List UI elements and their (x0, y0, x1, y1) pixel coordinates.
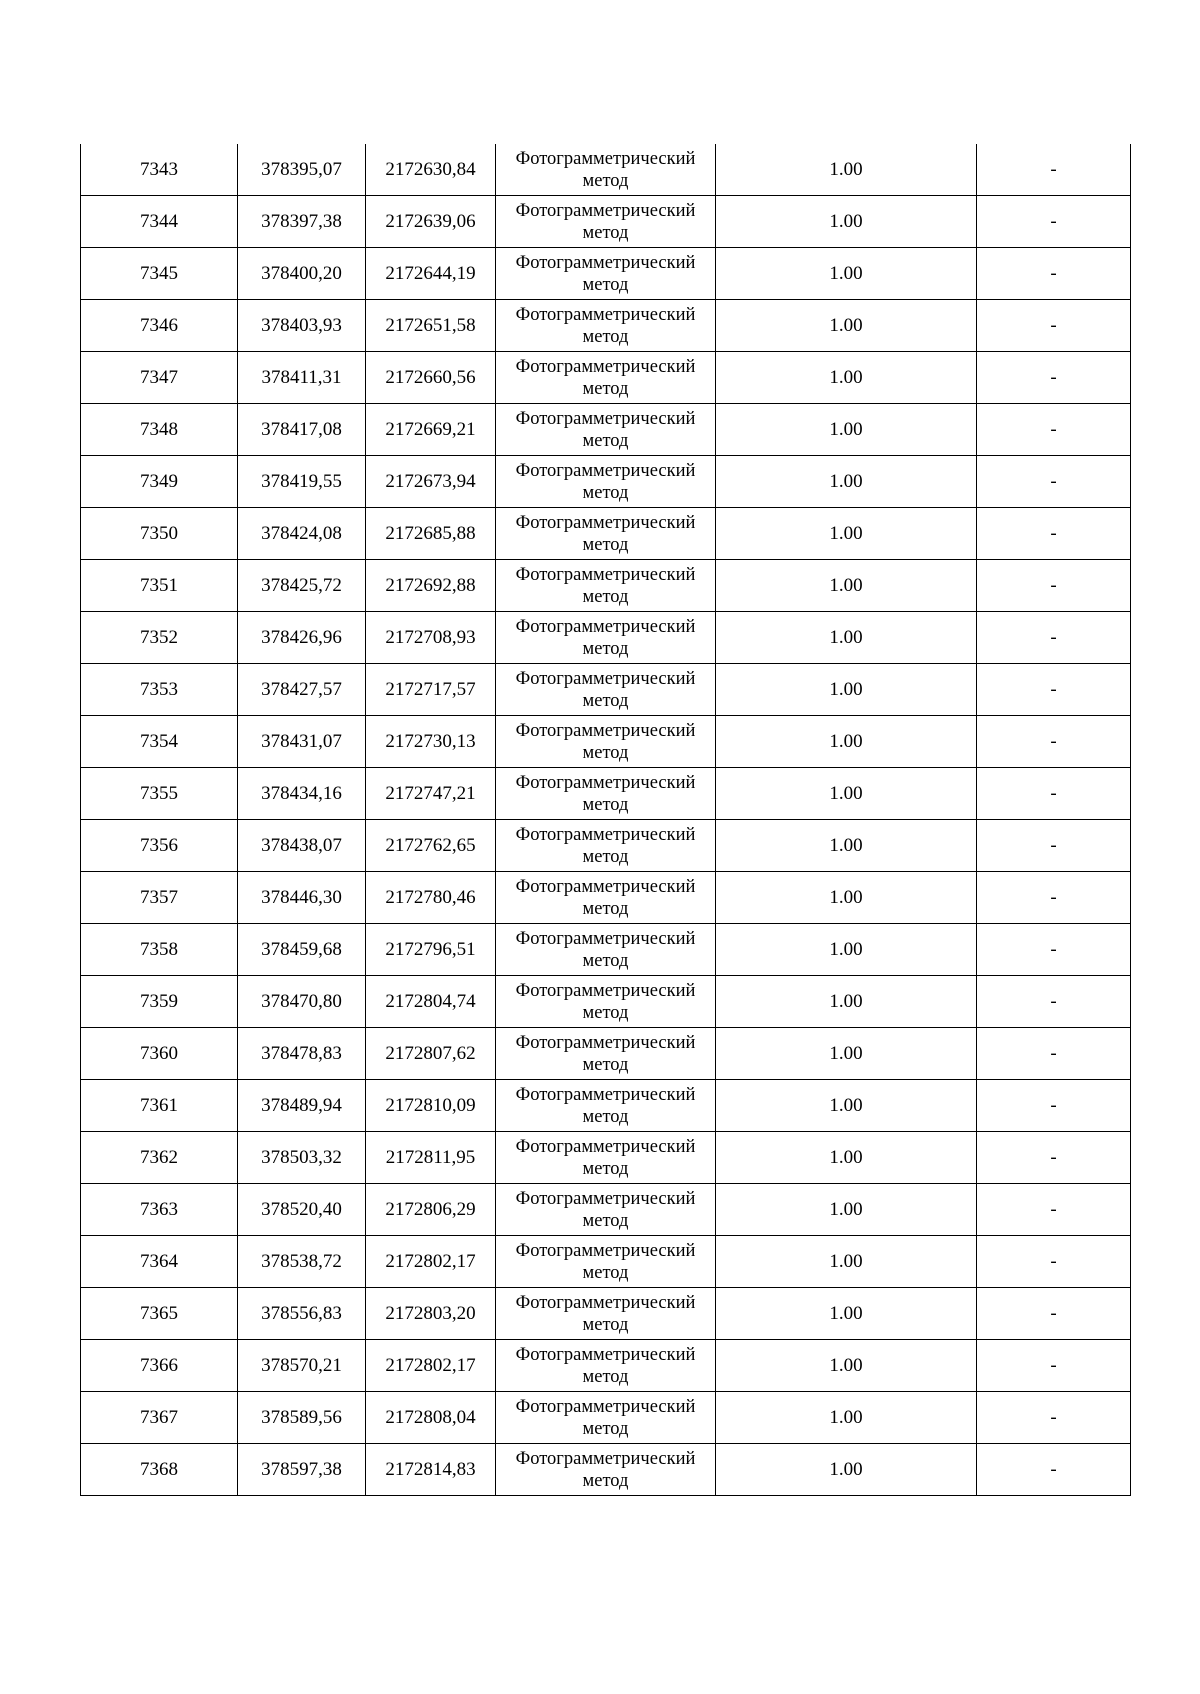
coordinates-table (80, 144, 1131, 1496)
table-row (81, 456, 1131, 508)
note-cell: - (977, 248, 1131, 300)
accuracy-cell: 1.00 (716, 664, 977, 716)
table-row (81, 768, 1131, 820)
method-text: Фотограмметрический метод (515, 512, 696, 555)
y-coordinate-cell: 2172808,04 (366, 1392, 496, 1444)
method-text: Фотограмметрический метод (515, 824, 696, 867)
y-coordinate-cell: 2172747,21 (366, 768, 496, 820)
note-cell: - (977, 612, 1131, 664)
table-row (81, 820, 1131, 872)
y-coordinate-cell: 2172644,19 (366, 248, 496, 300)
method-text: Фотограмметрический метод (515, 1448, 696, 1491)
method-text: Фотограмметрический метод (515, 148, 696, 191)
method-text: Фотограмметрический метод (515, 1188, 696, 1231)
point-number-cell: 7366 (81, 1340, 238, 1392)
note-cell: - (977, 456, 1131, 508)
accuracy-cell: 1.00 (716, 612, 977, 664)
note-cell: - (977, 560, 1131, 612)
method-cell (496, 508, 716, 560)
x-coordinate-cell: 378427,57 (238, 664, 366, 716)
accuracy-cell: 1.00 (716, 300, 977, 352)
y-coordinate-cell: 2172708,93 (366, 612, 496, 664)
x-coordinate-cell: 378419,55 (238, 456, 366, 508)
method-text: Фотограмметрический метод (515, 772, 696, 815)
method-cell (496, 924, 716, 976)
note-cell: - (977, 1080, 1131, 1132)
table-row (81, 196, 1131, 248)
table-row (81, 716, 1131, 768)
table-row (81, 144, 1131, 196)
point-number-cell: 7349 (81, 456, 238, 508)
method-text: Фотограмметрический метод (515, 1292, 696, 1335)
y-coordinate-cell: 2172639,06 (366, 196, 496, 248)
method-text: Фотограмметрический метод (515, 304, 696, 347)
table-row (81, 612, 1131, 664)
point-number-cell: 7347 (81, 352, 238, 404)
note-cell: - (977, 716, 1131, 768)
table-row (81, 1236, 1131, 1288)
accuracy-cell: 1.00 (716, 560, 977, 612)
method-cell (496, 352, 716, 404)
note-cell: - (977, 1184, 1131, 1236)
table-row (81, 924, 1131, 976)
accuracy-cell: 1.00 (716, 716, 977, 768)
table-row (81, 352, 1131, 404)
note-cell: - (977, 768, 1131, 820)
table-row (81, 404, 1131, 456)
x-coordinate-cell: 378417,08 (238, 404, 366, 456)
x-coordinate-cell: 378489,94 (238, 1080, 366, 1132)
point-number-cell: 7368 (81, 1444, 238, 1496)
method-cell (496, 1080, 716, 1132)
accuracy-cell: 1.00 (716, 820, 977, 872)
table-row (81, 1184, 1131, 1236)
table-row (81, 664, 1131, 716)
note-cell: - (977, 1392, 1131, 1444)
method-cell (496, 820, 716, 872)
point-number-cell: 7348 (81, 404, 238, 456)
accuracy-cell: 1.00 (716, 144, 977, 196)
point-number-cell: 7356 (81, 820, 238, 872)
point-number-cell: 7359 (81, 976, 238, 1028)
method-cell (496, 976, 716, 1028)
point-number-cell: 7363 (81, 1184, 238, 1236)
y-coordinate-cell: 2172685,88 (366, 508, 496, 560)
accuracy-cell: 1.00 (716, 1392, 977, 1444)
x-coordinate-cell: 378597,38 (238, 1444, 366, 1496)
y-coordinate-cell: 2172796,51 (366, 924, 496, 976)
point-number-cell: 7351 (81, 560, 238, 612)
y-coordinate-cell: 2172806,29 (366, 1184, 496, 1236)
y-coordinate-cell: 2172692,88 (366, 560, 496, 612)
table-row (81, 508, 1131, 560)
x-coordinate-cell: 378470,80 (238, 976, 366, 1028)
note-cell: - (977, 1444, 1131, 1496)
x-coordinate-cell: 378520,40 (238, 1184, 366, 1236)
point-number-cell: 7358 (81, 924, 238, 976)
accuracy-cell: 1.00 (716, 1236, 977, 1288)
method-text: Фотограмметрический метод (515, 876, 696, 919)
point-number-cell: 7357 (81, 872, 238, 924)
method-cell (496, 1392, 716, 1444)
y-coordinate-cell: 2172802,17 (366, 1236, 496, 1288)
accuracy-cell: 1.00 (716, 924, 977, 976)
coordinates-table-body (81, 144, 1131, 1496)
accuracy-cell: 1.00 (716, 872, 977, 924)
method-cell (496, 1236, 716, 1288)
x-coordinate-cell: 378400,20 (238, 248, 366, 300)
method-text: Фотограмметрический метод (515, 1032, 696, 1075)
method-text: Фотограмметрический метод (515, 1344, 696, 1387)
accuracy-cell: 1.00 (716, 508, 977, 560)
x-coordinate-cell: 378459,68 (238, 924, 366, 976)
point-number-cell: 7350 (81, 508, 238, 560)
accuracy-cell: 1.00 (716, 1132, 977, 1184)
accuracy-cell: 1.00 (716, 352, 977, 404)
method-text: Фотограмметрический метод (515, 252, 696, 295)
y-coordinate-cell: 2172762,65 (366, 820, 496, 872)
note-cell: - (977, 352, 1131, 404)
method-cell (496, 300, 716, 352)
accuracy-cell: 1.00 (716, 1080, 977, 1132)
note-cell: - (977, 144, 1131, 196)
x-coordinate-cell: 378478,83 (238, 1028, 366, 1080)
method-text: Фотограмметрический метод (515, 356, 696, 399)
method-text: Фотограмметрический метод (515, 616, 696, 659)
x-coordinate-cell: 378438,07 (238, 820, 366, 872)
method-cell (496, 1340, 716, 1392)
table-row (81, 976, 1131, 1028)
method-cell (496, 1288, 716, 1340)
note-cell: - (977, 1236, 1131, 1288)
y-coordinate-cell: 2172717,57 (366, 664, 496, 716)
method-text: Фотограмметрический метод (515, 720, 696, 763)
accuracy-cell: 1.00 (716, 1340, 977, 1392)
note-cell: - (977, 1340, 1131, 1392)
y-coordinate-cell: 2172804,74 (366, 976, 496, 1028)
x-coordinate-cell: 378411,31 (238, 352, 366, 404)
note-cell: - (977, 924, 1131, 976)
method-text: Фотограмметрический метод (515, 1136, 696, 1179)
note-cell: - (977, 300, 1131, 352)
point-number-cell: 7346 (81, 300, 238, 352)
x-coordinate-cell: 378538,72 (238, 1236, 366, 1288)
table-row (81, 872, 1131, 924)
y-coordinate-cell: 2172730,13 (366, 716, 496, 768)
method-cell (496, 456, 716, 508)
accuracy-cell: 1.00 (716, 248, 977, 300)
point-number-cell: 7354 (81, 716, 238, 768)
note-cell: - (977, 664, 1131, 716)
y-coordinate-cell: 2172651,58 (366, 300, 496, 352)
method-text: Фотограмметрический метод (515, 200, 696, 243)
point-number-cell: 7360 (81, 1028, 238, 1080)
table-row (81, 1288, 1131, 1340)
table-row (81, 560, 1131, 612)
note-cell: - (977, 872, 1131, 924)
y-coordinate-cell: 2172807,62 (366, 1028, 496, 1080)
x-coordinate-cell: 378424,08 (238, 508, 366, 560)
method-text: Фотограмметрический метод (515, 980, 696, 1023)
table-row (81, 1340, 1131, 1392)
method-text: Фотограмметрический метод (515, 1240, 696, 1283)
method-text: Фотограмметрический метод (515, 668, 696, 711)
method-text: Фотограмметрический метод (515, 460, 696, 503)
table-row (81, 1132, 1131, 1184)
method-cell (496, 248, 716, 300)
table-row (81, 1444, 1131, 1496)
method-cell (496, 1184, 716, 1236)
accuracy-cell: 1.00 (716, 768, 977, 820)
y-coordinate-cell: 2172803,20 (366, 1288, 496, 1340)
x-coordinate-cell: 378403,93 (238, 300, 366, 352)
x-coordinate-cell: 378446,30 (238, 872, 366, 924)
accuracy-cell: 1.00 (716, 1184, 977, 1236)
y-coordinate-cell: 2172780,46 (366, 872, 496, 924)
point-number-cell: 7344 (81, 196, 238, 248)
point-number-cell: 7343 (81, 144, 238, 196)
method-cell (496, 872, 716, 924)
x-coordinate-cell: 378426,96 (238, 612, 366, 664)
x-coordinate-cell: 378395,07 (238, 144, 366, 196)
x-coordinate-cell: 378425,72 (238, 560, 366, 612)
method-cell (496, 404, 716, 456)
note-cell: - (977, 196, 1131, 248)
method-cell (496, 716, 716, 768)
method-cell (496, 144, 716, 196)
method-cell (496, 768, 716, 820)
accuracy-cell: 1.00 (716, 1288, 977, 1340)
y-coordinate-cell: 2172660,56 (366, 352, 496, 404)
x-coordinate-cell: 378556,83 (238, 1288, 366, 1340)
point-number-cell: 7367 (81, 1392, 238, 1444)
y-coordinate-cell: 2172810,09 (366, 1080, 496, 1132)
method-text: Фотограмметрический метод (515, 1084, 696, 1127)
point-number-cell: 7362 (81, 1132, 238, 1184)
method-cell (496, 1444, 716, 1496)
method-cell (496, 612, 716, 664)
accuracy-cell: 1.00 (716, 976, 977, 1028)
note-cell: - (977, 404, 1131, 456)
table-row (81, 1080, 1131, 1132)
table-row (81, 1392, 1131, 1444)
table-row (81, 300, 1131, 352)
table-row (81, 248, 1131, 300)
x-coordinate-cell: 378570,21 (238, 1340, 366, 1392)
note-cell: - (977, 1132, 1131, 1184)
note-cell: - (977, 508, 1131, 560)
method-cell (496, 196, 716, 248)
point-number-cell: 7353 (81, 664, 238, 716)
point-number-cell: 7365 (81, 1288, 238, 1340)
note-cell: - (977, 1288, 1131, 1340)
note-cell: - (977, 976, 1131, 1028)
method-text: Фотограмметрический метод (515, 564, 696, 607)
y-coordinate-cell: 2172630,84 (366, 144, 496, 196)
point-number-cell: 7355 (81, 768, 238, 820)
accuracy-cell: 1.00 (716, 404, 977, 456)
y-coordinate-cell: 2172673,94 (366, 456, 496, 508)
y-coordinate-cell: 2172669,21 (366, 404, 496, 456)
accuracy-cell: 1.00 (716, 456, 977, 508)
x-coordinate-cell: 378434,16 (238, 768, 366, 820)
table-row (81, 1028, 1131, 1080)
x-coordinate-cell: 378397,38 (238, 196, 366, 248)
accuracy-cell: 1.00 (716, 196, 977, 248)
method-cell (496, 560, 716, 612)
method-text: Фотограмметрический метод (515, 928, 696, 971)
method-text: Фотограмметрический метод (515, 408, 696, 451)
x-coordinate-cell: 378503,32 (238, 1132, 366, 1184)
method-cell (496, 1132, 716, 1184)
accuracy-cell: 1.00 (716, 1028, 977, 1080)
y-coordinate-cell: 2172802,17 (366, 1340, 496, 1392)
point-number-cell: 7361 (81, 1080, 238, 1132)
method-text: Фотограмметрический метод (515, 1396, 696, 1439)
point-number-cell: 7352 (81, 612, 238, 664)
method-cell (496, 1028, 716, 1080)
point-number-cell: 7364 (81, 1236, 238, 1288)
x-coordinate-cell: 378589,56 (238, 1392, 366, 1444)
note-cell: - (977, 1028, 1131, 1080)
accuracy-cell: 1.00 (716, 1444, 977, 1496)
x-coordinate-cell: 378431,07 (238, 716, 366, 768)
y-coordinate-cell: 2172811,95 (366, 1132, 496, 1184)
method-cell (496, 664, 716, 716)
note-cell: - (977, 820, 1131, 872)
y-coordinate-cell: 2172814,83 (366, 1444, 496, 1496)
point-number-cell: 7345 (81, 248, 238, 300)
